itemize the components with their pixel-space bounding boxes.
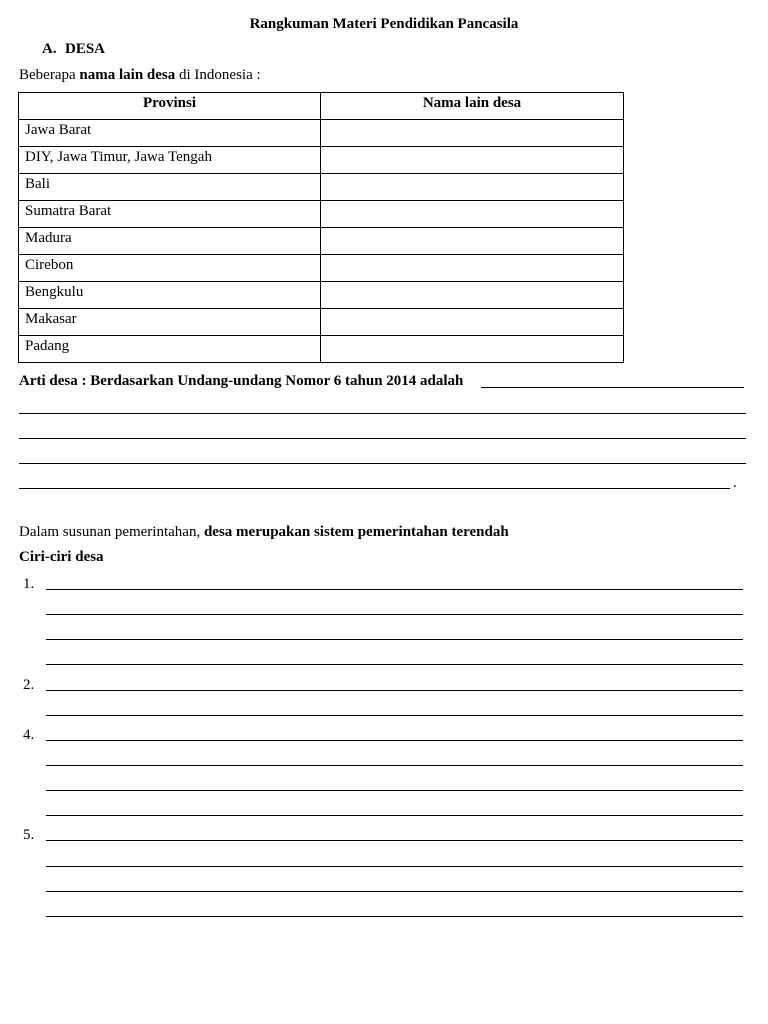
answer-line — [46, 614, 743, 615]
province-cell: Padang — [19, 336, 321, 363]
answer-cell — [321, 309, 624, 336]
end-period: . — [733, 475, 737, 491]
province-cell: Cirebon — [19, 255, 321, 282]
statement-bold: desa merupakan sistem pemerintahan terendah — [203, 524, 509, 540]
answer-line — [46, 589, 743, 590]
answer-line — [46, 639, 743, 640]
table-row — [19, 174, 624, 201]
province-cell: DIY, Jawa Timur, Jawa Tengah — [19, 147, 321, 174]
answer-line — [46, 840, 743, 841]
answer-cell — [321, 120, 624, 147]
statement-pre: Dalam susunan pemerintahan, — [19, 524, 204, 540]
item-number: 5. — [23, 827, 35, 843]
table-row — [19, 309, 624, 336]
statement-text — [19, 524, 509, 541]
answer-cell — [321, 255, 624, 282]
table-row — [19, 255, 624, 282]
header-nama-lain-desa: Nama lain desa — [321, 93, 624, 120]
answer-cell — [321, 174, 624, 201]
intro-text — [19, 67, 261, 84]
answer-cell — [321, 336, 624, 363]
answer-line — [46, 815, 743, 816]
answer-line — [46, 765, 743, 766]
header-provinsi: Provinsi — [19, 93, 321, 120]
arti-desa-label: Arti desa : Berdasarkan Undang-undang Nomor 6 tahun 2014 adalah — [19, 373, 464, 389]
answer-line — [481, 387, 744, 388]
province-cell: Jawa Barat — [19, 120, 321, 147]
answer-line — [46, 690, 743, 691]
section-heading — [42, 41, 105, 58]
item-number: 1. — [23, 576, 35, 592]
answer-line — [19, 413, 746, 414]
province-cell: Makasar — [19, 309, 321, 336]
answer-cell — [321, 228, 624, 255]
answer-cell — [321, 201, 624, 228]
ciri-heading: Ciri-ciri desa — [19, 549, 104, 565]
answer-line — [46, 715, 743, 716]
table-row — [19, 147, 624, 174]
table-row — [19, 201, 624, 228]
table-row — [19, 228, 624, 255]
section-heading-text: DESA — [65, 41, 106, 57]
answer-cell — [321, 147, 624, 174]
answer-line — [46, 664, 743, 665]
intro-pre: Beberapa — [19, 67, 80, 83]
province-cell: Bali — [19, 174, 321, 201]
answer-line — [46, 740, 743, 741]
answer-line — [19, 463, 746, 464]
table-row — [19, 282, 624, 309]
item-number: 4. — [23, 727, 35, 743]
page-title: Rangkuman Materi Pendidikan Pancasila — [249, 16, 519, 32]
answer-line — [46, 866, 743, 867]
province-cell: Bengkulu — [19, 282, 321, 309]
table-header-row — [19, 93, 624, 120]
answer-line — [46, 891, 743, 892]
item-number: 2. — [23, 677, 35, 693]
answer-line — [46, 916, 743, 917]
province-table — [18, 92, 624, 363]
province-cell: Sumatra Barat — [19, 201, 321, 228]
table-row — [19, 336, 624, 363]
section-letter: A. — [42, 41, 57, 57]
answer-line — [19, 438, 746, 439]
table-row — [19, 120, 624, 147]
province-cell: Madura — [19, 228, 321, 255]
intro-post: di Indonesia : — [175, 67, 261, 83]
answer-cell — [321, 282, 624, 309]
intro-bold: nama lain desa — [79, 67, 176, 83]
answer-line — [46, 790, 743, 791]
answer-line — [19, 488, 730, 489]
